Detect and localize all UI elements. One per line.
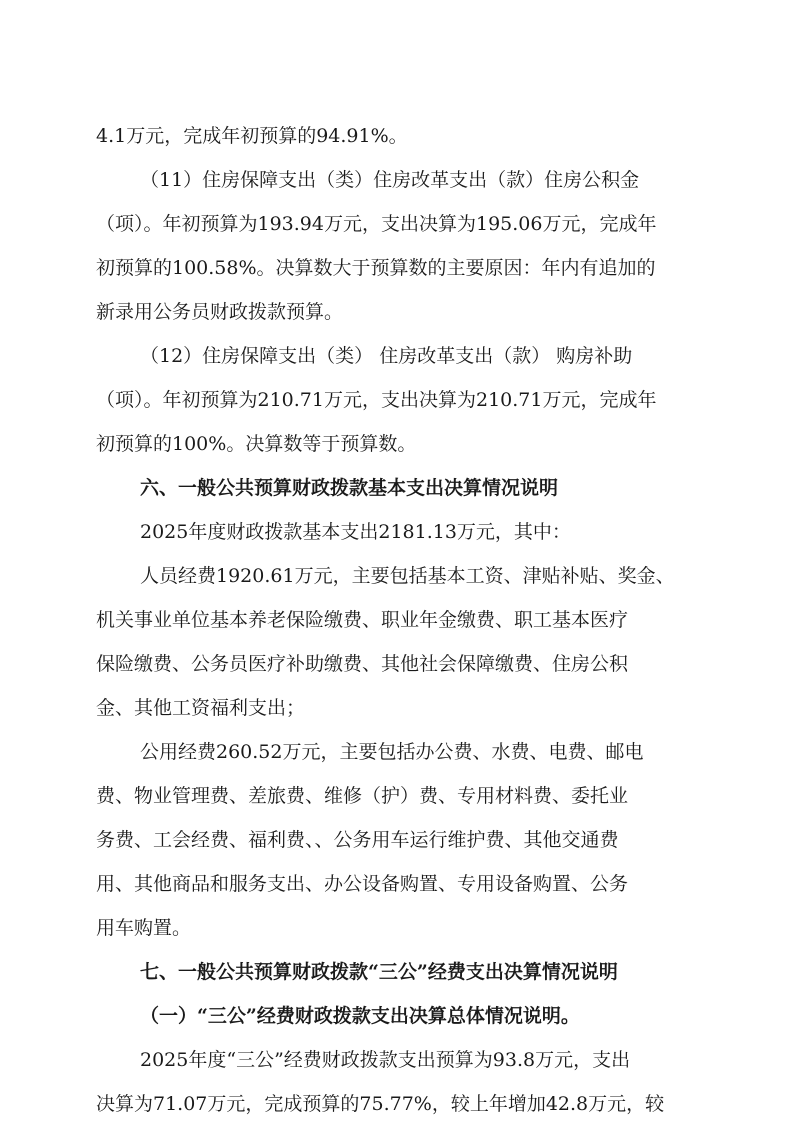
body-text-line: 金、其他工资福利支出； (96, 697, 306, 719)
body-text-line: 费、物业管理费、差旅费、维修（护）费、专用材料费、委托业 (96, 785, 629, 807)
body-text-line: 机关事业单位基本养老保险缴费、职业年金缴费、职工基本医疗 (96, 609, 629, 631)
section-heading: 六、一般公共预算财政拨款基本支出决算情况说明 (140, 477, 559, 499)
body-text-line: （项）。年初预算为210.71万元，支出决算为210.71万元，完成年 (96, 389, 657, 411)
body-text-line: 人员经费1920.61万元，主要包括基本工资、津贴补贴、奖金、 (140, 565, 675, 587)
body-text-line: 务费、工会经费、福利费、、公务用车运行维护费、其他交通费 (96, 829, 619, 851)
body-text-line: 初预算的100.58%。决算数大于预算数的主要原因：年内有追加的 (96, 257, 656, 279)
section-heading: 七、一般公共预算财政拨款“三公”经费支出决算情况说明 (140, 961, 618, 983)
body-text-line: （11）住房保障支出（类）住房改革支出（款）住房公积金 (140, 169, 640, 191)
body-text-line: 2025年度“三公”经费财政拨款支出预算为93.8万元，支出 (140, 1049, 631, 1071)
body-text-line: 初预算的100%。决算数等于预算数。 (96, 433, 417, 455)
body-text-line: 决算为71.07万元，完成预算的75.77%，较上年增加42.8万元，较 (96, 1093, 665, 1115)
body-text-line: （项）。年初预算为193.94万元，支出决算为195.06万元，完成年 (96, 213, 657, 235)
body-text-line: 用、其他商品和服务支出、办公设备购置、专用设备购置、公务 (96, 873, 629, 895)
body-text-line: 保险缴费、公务员医疗补助缴费、其他社会保障缴费、住房公积 (96, 653, 629, 675)
body-text-line: （12）住房保障支出（类） 住房改革支出（款） 购房补助 (140, 345, 633, 367)
body-text-line: 公用经费260.52万元，主要包括办公费、水费、电费、邮电 (140, 741, 644, 763)
subsection-heading: （一）“三公”经费财政拨款支出决算总体情况说明。 (140, 1005, 580, 1027)
body-text-line: 4.1万元，完成年初预算的94.91%。 (96, 125, 408, 147)
body-text-line: 用车购置。 (96, 917, 192, 939)
body-text-line: 新录用公务员财政拨款预算。 (96, 301, 344, 323)
body-text-line: 2025年度财政拨款基本支出2181.13万元，其中： (140, 521, 571, 543)
